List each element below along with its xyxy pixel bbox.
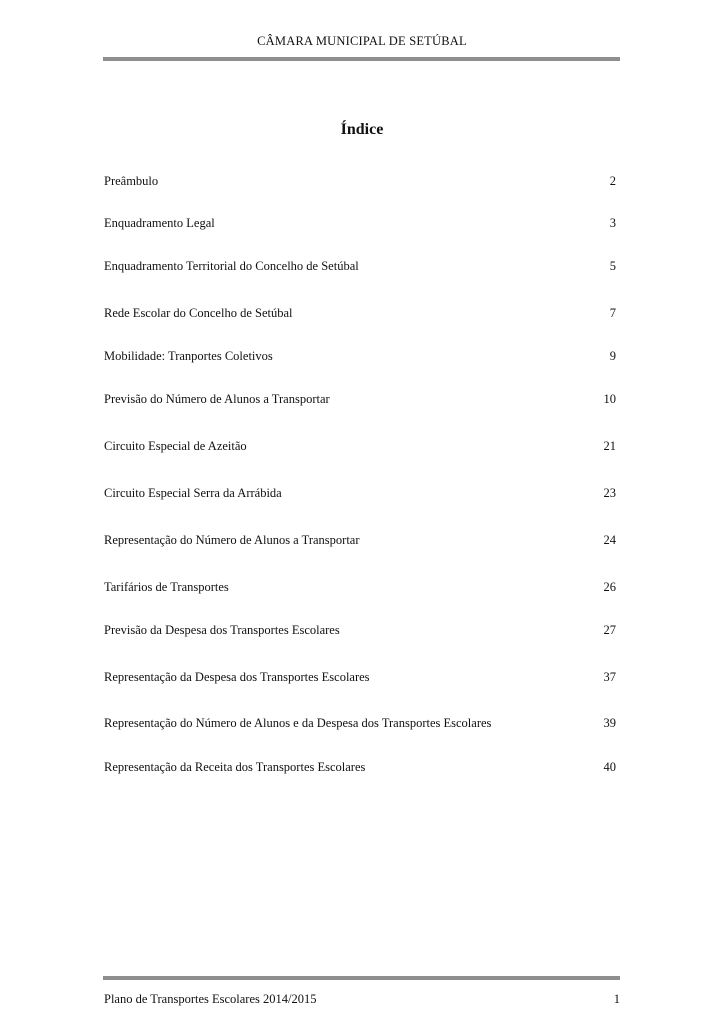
toc-entry-label: Representação da Receita dos Transportes Escolares bbox=[104, 760, 366, 774]
toc-entry-label: Representação da Despesa dos Transportes Escolares bbox=[104, 670, 370, 684]
toc-entry-page: 39 bbox=[603, 716, 616, 730]
toc-entry-label: Representação do Número de Alunos e da Despesa dos Transportes Escolares bbox=[104, 716, 492, 730]
toc-entry-page: 2 bbox=[609, 174, 616, 188]
toc-entry-page: 27 bbox=[603, 623, 616, 637]
toc-entry-label: Representação do Número de Alunos a Transportar bbox=[104, 533, 360, 547]
footer-page-number: 1 bbox=[613, 992, 620, 1006]
toc-entry bbox=[104, 214, 616, 232]
header-title: CÂMARA MUNICIPAL DE SETÚBAL bbox=[257, 34, 467, 48]
toc-entry-label: Rede Escolar do Concelho de Setúbal bbox=[104, 306, 293, 320]
toc-entry bbox=[104, 758, 616, 776]
toc-entry bbox=[104, 437, 616, 455]
toc-entry-page: 24 bbox=[603, 533, 616, 547]
index-title: Índice bbox=[340, 121, 384, 138]
toc-entry-label: Tarifários de Transportes bbox=[104, 580, 229, 594]
toc-entry bbox=[104, 347, 616, 365]
toc-entry-page: 5 bbox=[609, 259, 616, 273]
toc-entry bbox=[104, 668, 616, 686]
toc-entry-page: 26 bbox=[603, 580, 616, 594]
toc-entry bbox=[104, 172, 616, 190]
toc-entry bbox=[104, 390, 616, 408]
toc-entry bbox=[104, 484, 616, 502]
toc-entry-page: 7 bbox=[609, 306, 616, 320]
toc-entry bbox=[104, 578, 616, 596]
toc-entry-label: Previsão da Despesa dos Transportes Escolares bbox=[104, 623, 340, 637]
toc-entry bbox=[104, 257, 616, 275]
toc-entry-label: Mobilidade: Tranportes Coletivos bbox=[104, 349, 273, 363]
footer-rule bbox=[103, 976, 620, 980]
toc-entry-label: Circuito Especial de Azeitão bbox=[104, 439, 247, 453]
toc-entry-label: Circuito Especial Serra da Arrábida bbox=[104, 486, 282, 500]
toc-entry bbox=[104, 621, 616, 639]
toc-entry bbox=[104, 304, 616, 322]
toc-entry-page: 23 bbox=[603, 486, 616, 500]
toc-entry-label: Enquadramento Territorial do Concelho de Setúbal bbox=[104, 259, 359, 273]
toc-entry-label: Previsão do Número de Alunos a Transportar bbox=[104, 392, 330, 406]
toc-entry-page: 40 bbox=[603, 760, 616, 774]
toc-entry-page: 9 bbox=[609, 349, 616, 363]
toc-entry-label: Preâmbulo bbox=[104, 174, 159, 188]
header-rule bbox=[103, 57, 620, 61]
toc-entry-page: 10 bbox=[603, 392, 616, 406]
toc-entry bbox=[104, 531, 616, 549]
footer-document-title: Plano de Transportes Escolares 2014/2015 bbox=[104, 992, 317, 1006]
toc-entry bbox=[104, 714, 616, 732]
toc-entry-page: 3 bbox=[609, 216, 616, 230]
toc-entry-page: 37 bbox=[603, 670, 616, 684]
toc-entry-label: Enquadramento Legal bbox=[104, 216, 215, 230]
toc-entry-page: 21 bbox=[603, 439, 616, 453]
